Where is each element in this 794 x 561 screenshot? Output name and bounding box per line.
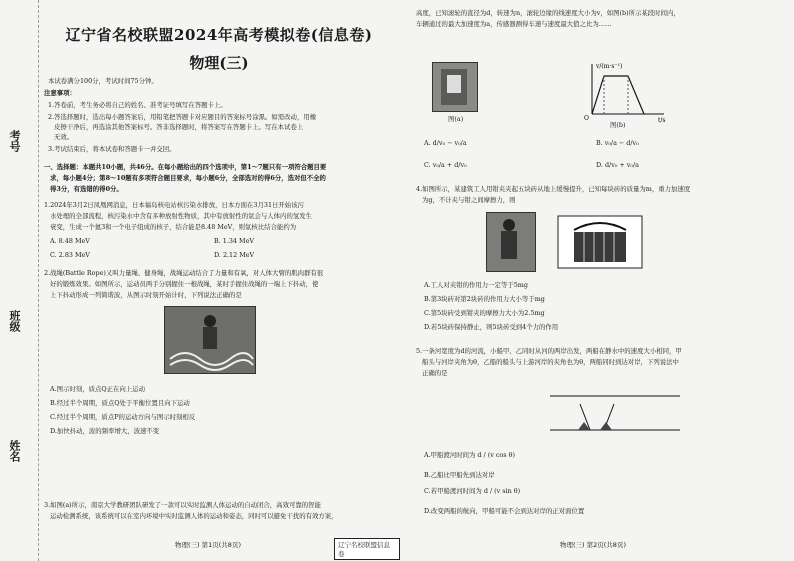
question-1: 衰变，生成一个氦3和一个电子组成的核子，结合能是8.48 MeV，则氚核比结合能约为 [50,223,297,231]
note-line: 皮擦干净后，再选涂其他答案标号。答非选择题时，将答案写在答题卡上。写在本试卷上 [54,123,304,131]
question-2: 2.战绳(Battle Rope)又叫力量绳、健身绳，战绳运动结合了力量和有氧，对人体大臂的肌肉群有很 [44,269,324,277]
alliance-stamp: 辽宁名校联盟信息卷 [334,538,400,560]
brick-clamp-diagram [550,212,650,272]
q4-option-b: B.第3块砖对第2块砖的作用力大小等于mg [424,295,545,303]
margin-label-exam-number: 考号 [8,130,21,152]
note-line: 无效。 [54,133,74,141]
section-header: 得3分，有选错的得0分。 [50,185,123,193]
question-3-continued: 高度，已知滚轮的直径为d，转速为n，滚轮边缘的线速度大小为v，如图(b)所示某段时间内， [416,9,680,17]
q1-option-c: C. 2.83 MeV [50,251,90,259]
margin-label-name: 姓名 [8,440,21,462]
q4-option-a: A.工人对夹钳的作用力一定等于5mg [424,281,528,289]
q1-option-a: A. 8.48 MeV [50,237,90,245]
exam-info: 本试卷满分100分，考试时间75分钟。 [48,77,158,85]
question-1: 1.2024年3月2日凤凰网消息，日本福岛核电站核污染水排放，日本方面在3月31日开始该污 [44,201,304,209]
question-3: 运动检测系统，该系统可以在室内环境中实时监测人体的运动和姿态，同时可以避免干扰的有效方案， [50,512,338,520]
section-header: 求，每小题4分；第8～10题有多项符合题目要求，每小题6分，全部选对的得6分，选对但不全的 [50,174,326,182]
q1-option-b: B. 1.34 MeV [214,237,254,245]
q4-option-c: C.第5块砖受到钳夹的摩擦力大小为2.5mg [424,309,545,317]
q4-option-d: D.若5块砖保持静止，则5块砖受到4个力的作用 [424,323,559,331]
battle-rope-figure [165,307,255,373]
question-5: 5.一条河宽度为d的河流，小船甲、乙同时从河的两岸出发，两船在静水中的速度大小相同，甲 [416,347,682,355]
page-footer: 物理(三) 第2页(共8页) [560,541,626,549]
q3-option-d: D. d/v₀ + v₀/a [596,161,639,169]
question-3-continued: 车辆通过的最大加速度为a，传感器测得车速与速度最大值之比为…… [416,20,612,28]
figure-b-caption: 图(b) [610,121,626,129]
worker-figure [487,213,535,271]
graph-ylabel: v/(m·s⁻¹) [596,63,623,70]
page-footer: 物理(三) 第1页(共8页) [175,541,241,549]
notes-header: 注意事项： [44,89,76,97]
worker-photo [486,212,536,272]
section-header: 一、选择题：本题共10小题，共46分。在每小题给出的四个选项中，第1～7题只有一项符合题目要 [44,163,327,171]
margin-label-class: 班级 [8,310,21,332]
q2-option-a: A.图示时刻，质点Q正在向上运动 [50,385,145,393]
right-page [400,0,794,561]
exam-subtitle: 物理(三) [189,54,249,72]
q1-option-d: D. 2.12 MeV [214,251,255,259]
question-4: 4.如图所示，某建筑工人用钳夹夹起五块砖从地上缓慢提升，已知每块砖的质量为m，重力加速度 [416,185,691,193]
question-2: 上下抖动形成一列简谐波，从图示时刻开始计时，下列说法正确的是 [50,291,242,299]
question-1: 水处理的全部流程，核污染水中含有多种放射性物质，其中有放射性的氚会与人体内的氢发生 [50,212,313,220]
detector-photo [432,62,478,112]
q5-option-a: A.甲船渡河时间为 d / (v cos θ) [424,451,515,459]
binding-margin [0,0,39,561]
battle-rope-photo [164,306,256,374]
q3-option-b: B. v₀/a − d/v₀ [596,139,639,147]
question-5: 正确的是 [422,369,448,377]
q3-option-c: C. v₀/a + d/v₀ [424,161,467,169]
q5-option-b: B.乙船比甲船先到达对岸 [424,471,495,479]
q5-option-c: C.若甲船渡河时间为 d / (v sin θ) [424,487,521,495]
river-boats-diagram [540,384,690,440]
graph-origin: O [584,115,589,122]
question-5: 船头与河岸夹角为θ，乙船的船头与上游河岸的夹角也为θ，两船同时到达对岸，下列说法中 [422,358,679,366]
question-2: 好的锻炼效果。如图所示，运动员两手分别握住一根战绳，某时手握住战绳的一端上下抖动，使 [50,280,319,288]
velocity-time-graph [580,58,670,124]
q5-option-d: D.改变两船的航向，甲船可能不会到达对岸的正对面位置 [424,507,585,515]
graph-xlabel: t/s [658,117,666,124]
note-line: 3.考试结束后，将本试卷和答题卡一并交回。 [48,145,176,153]
q2-option-d: D.加快抖动，波的频率增大，波速不变 [50,427,160,435]
note-line: 2.答选择题时，选出每小题答案后，用铅笔把答题卡对应题目的答案标号涂黑。如需改动，用橡 [48,113,317,121]
question-4: 为g，不计夹与钳之间摩擦力，则 [422,196,516,204]
figure-a-caption: 图(a) [448,115,464,123]
note-line: 1.答卷前，考生务必将自己的姓名、准考证号填写在答题卡上。 [48,101,227,109]
q2-option-c: C.经过半个周期，质点P的运动方向与图示时刻相反 [50,413,196,421]
q3-option-a: A. d/v₀ − v₀/a [424,139,467,147]
exam-title: 辽宁省名校联盟2024年高考模拟卷(信息卷) [65,26,373,44]
detector-figure [433,63,477,111]
question-3: 3.如图(a)所示，南京大学教研团队研发了一款可以实时监测人体运动的自动闭合，高效可靠的智能 [44,501,321,509]
q2-option-b: B.经过半个周期，质点Q处于平衡位置且向下运动 [50,399,190,407]
